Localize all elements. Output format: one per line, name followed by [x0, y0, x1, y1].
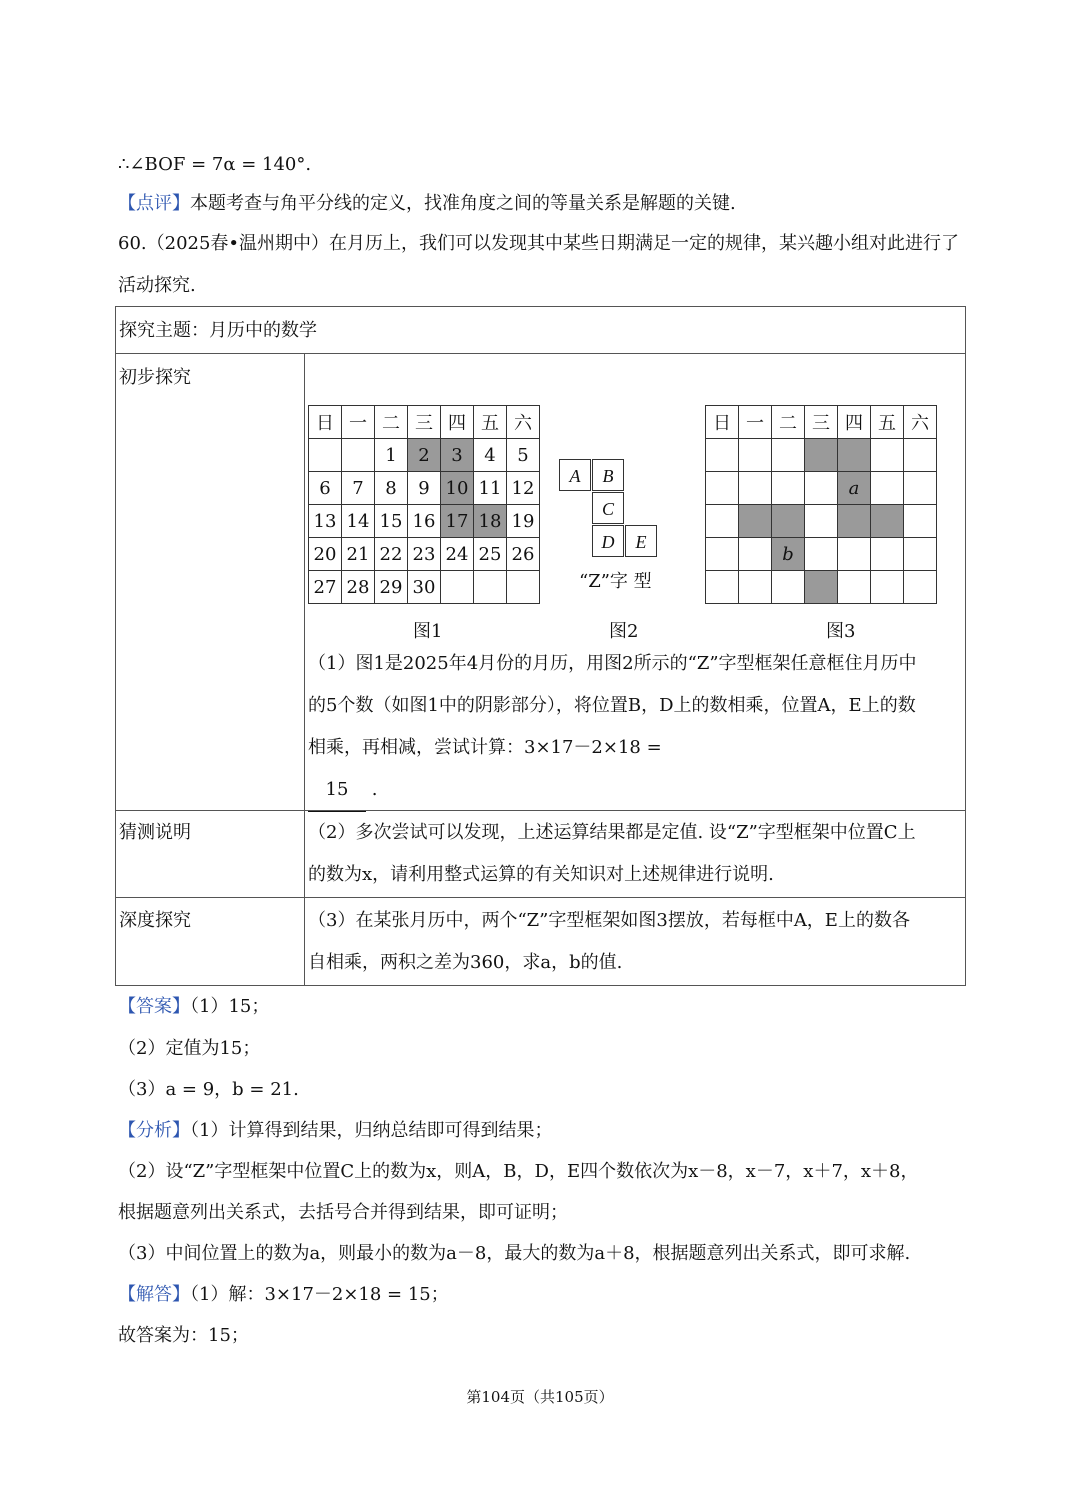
fig1-day-cell: 19: [507, 505, 540, 538]
row-label-deep: 深度探究: [119, 910, 191, 931]
fig3-grid-cell: [739, 571, 772, 604]
fig1-day-cell: 15: [375, 505, 408, 538]
fig3-weekday-1: 一: [739, 406, 772, 439]
fig3-grid-cell: [871, 472, 904, 505]
answer-line-1: [118, 994, 269, 1020]
fig1-weekday-6: 六: [507, 406, 540, 439]
fig1-day-cell: [342, 439, 375, 472]
fig3-grid-cell: [739, 439, 772, 472]
fig1-day-cell: 9: [408, 472, 441, 505]
fig3-grid-cell: [871, 538, 904, 571]
fig3-weekday-4: 四: [838, 406, 871, 439]
fig1-day-cell: [441, 571, 474, 604]
fig3-grid-cell: [904, 472, 937, 505]
fig3-grid-cell: [805, 505, 838, 538]
fig1-day-cell: 28: [342, 571, 375, 604]
fig3-grid-cell: [772, 439, 805, 472]
fig1-day-cell: 16: [408, 505, 441, 538]
fig1-day-cell: 30: [408, 571, 441, 604]
analysis-part-1: （1）计算得到结果，归纳总结即可得到结果；: [190, 1120, 553, 1141]
analysis-line-3: 根据题意列出关系式，去括号合并得到结果，即可证明；: [118, 1202, 568, 1223]
row-label-preliminary: 初步探究: [119, 367, 191, 388]
fig3-grid-cell: [772, 571, 805, 604]
analysis-line-4: （3）中间位置上的数为a，则最小的数为a－8，最大的数为a＋8，根据题意列出关系式，即可求解.: [118, 1243, 911, 1264]
q2-line-2: 的数为x，请利用整式运算的有关知识对上述规律进行说明.: [308, 864, 774, 885]
fig1-day-cell: 8: [375, 472, 408, 505]
fig1-weekday-3: 三: [408, 406, 441, 439]
fig1-day-cell: [474, 571, 507, 604]
analysis-line-1: [118, 1118, 552, 1144]
fig3-grid-cell: [904, 538, 937, 571]
problem-line-2: 活动探究.: [118, 275, 196, 296]
fig1-weekday-0: 日: [309, 406, 342, 439]
fig3-grid-cell: [706, 505, 739, 538]
fig1-day-cell: 11: [474, 472, 507, 505]
fig1-day-cell: [309, 439, 342, 472]
fig1-day-cell: 29: [375, 571, 408, 604]
fig1-day-cell: 12: [507, 472, 540, 505]
exploration-table: [115, 306, 966, 986]
fig1-day-cell: 7: [342, 472, 375, 505]
fig1-day-cell: 17: [441, 505, 474, 538]
fig1-day-cell: 26: [507, 538, 540, 571]
fig3-grid-cell: [904, 571, 937, 604]
fig3-grid-cell: [739, 538, 772, 571]
fig1-weekday-1: 一: [342, 406, 375, 439]
fig1-weekday-4: 四: [441, 406, 474, 439]
fig1-day-cell: 6: [309, 472, 342, 505]
fig3-grid-cell: [838, 505, 871, 538]
fig1-day-cell: 27: [309, 571, 342, 604]
fig3-grid-cell: [805, 571, 838, 604]
fig3-grid-cell: [739, 472, 772, 505]
q1-line-2: 的5个数（如图1中的阴影部分），将位置B，D上的数相乘，位置A，E上的数: [308, 695, 916, 716]
fig3-grid-cell: [871, 571, 904, 604]
fig3-grid-cell: [772, 505, 805, 538]
fig1-day-cell: 22: [375, 538, 408, 571]
fig3-grid-cell: [706, 439, 739, 472]
fig1-day-cell: 21: [342, 538, 375, 571]
fig3-cell-b: b: [772, 538, 805, 571]
figure2-caption: 图2: [609, 621, 639, 642]
analysis-line-2: （2）设“Z”字型框架中位置C上的数为x，则A，B，D，E四个数依次为x－8，x－7，x＋7，x＋8，: [118, 1161, 919, 1182]
answer-part-1: （1）15；: [190, 996, 270, 1017]
fig1-weekday-5: 五: [474, 406, 507, 439]
fig1-day-cell: 5: [507, 439, 540, 472]
fig3-grid-cell: [805, 538, 838, 571]
fig3-grid-cell: [838, 571, 871, 604]
z-cell-c: C: [592, 492, 624, 524]
fig3-grid-cell: [706, 571, 739, 604]
fig3-grid-cell: [871, 505, 904, 538]
fig1-day-cell: 3: [441, 439, 474, 472]
solution-part-1: （1）解：3×17－2×18 = 15；: [190, 1284, 449, 1305]
q1-line-3: 相乘，再相减，尝试计算：3×17－2×18 =: [308, 737, 662, 758]
q3-line-1: （3）在某张月历中，两个“Z”字型框架如图3摆放，若每框中A，E上的数各: [308, 910, 910, 931]
analysis-tag: 【分析】: [118, 1120, 190, 1141]
question-1: [308, 643, 962, 812]
fig3-grid-cell: [706, 538, 739, 571]
figure3-calendar: [705, 405, 937, 604]
fig3-grid-cell: [805, 439, 838, 472]
q1-answer-blank: 15: [308, 769, 366, 812]
figure2-title: “Z”字 型: [579, 571, 652, 592]
fig1-day-cell: 18: [474, 505, 507, 538]
fig3-grid-cell: [904, 505, 937, 538]
answer-line-2: （2）定值为15；: [118, 1038, 261, 1059]
page-footer: 第104页（共105页）: [466, 1388, 614, 1406]
fig3-cell-a: a: [838, 472, 871, 505]
fig3-grid-cell: [805, 472, 838, 505]
fig3-weekday-6: 六: [904, 406, 937, 439]
q2-line-1: （2）多次尝试可以发现，上述运算结果都是定值. 设“Z”字型框架中位置C上: [308, 822, 916, 843]
answer-line-3: （3）a = 9，b = 21.: [118, 1079, 299, 1100]
fig3-grid-cell: [739, 505, 772, 538]
fig1-day-cell: 2: [408, 439, 441, 472]
fig3-grid-cell: [904, 439, 937, 472]
q3-line-2: 自相乘，两积之差为360，求a，b的值.: [308, 952, 623, 973]
solution-tag: 【解答】: [118, 1284, 190, 1305]
fig1-day-cell: 24: [441, 538, 474, 571]
fig1-weekday-2: 二: [375, 406, 408, 439]
problem-line-1: 60.（2025春•温州期中）在月历上，我们可以发现其中某些日期满足一定的规律，某兴趣小组对此进行了: [118, 233, 960, 254]
figure3-caption: 图3: [826, 621, 856, 642]
fig1-day-cell: 20: [309, 538, 342, 571]
solution-line-1: [118, 1282, 449, 1308]
fig1-day-cell: 10: [441, 472, 474, 505]
q1-period: .: [371, 779, 378, 800]
question-3: [308, 900, 962, 984]
fig3-grid-cell: [871, 439, 904, 472]
fig3-grid-cell: [838, 439, 871, 472]
fig1-day-cell: 4: [474, 439, 507, 472]
table-topic: 探究主题：月历中的数学: [119, 320, 317, 341]
fig3-grid-cell: [838, 538, 871, 571]
question-2: [308, 812, 962, 896]
fig3-weekday-5: 五: [871, 406, 904, 439]
fig1-day-cell: 25: [474, 538, 507, 571]
fig1-day-cell: 13: [309, 505, 342, 538]
figure1-caption: 图1: [413, 621, 443, 642]
z-cell-d: D: [592, 525, 624, 557]
comment-tag: 【点评】: [118, 193, 190, 214]
comment-text: 本题考查与角平分线的定义，找准角度之间的等量关系是解题的关键.: [190, 193, 736, 214]
solution-line-2: 故答案为：15；: [118, 1325, 249, 1346]
fig3-weekday-3: 三: [805, 406, 838, 439]
q1-answer-line: [308, 769, 962, 812]
z-cell-b: B: [592, 459, 624, 491]
z-cell-e: E: [625, 525, 657, 557]
fig3-grid-cell: [772, 472, 805, 505]
fig1-day-cell: [507, 571, 540, 604]
comment-line: [118, 191, 736, 217]
fig1-day-cell: 1: [375, 439, 408, 472]
fig1-day-cell: 14: [342, 505, 375, 538]
fig3-grid-cell: [706, 472, 739, 505]
fig3-weekday-2: 二: [772, 406, 805, 439]
q1-line-1: （1）图1是2025年4月份的月历，用图2所示的“Z”字型框架任意框住月历中: [308, 653, 917, 674]
conclusion-line: ∴∠BOF = 7α = 140°.: [118, 154, 312, 175]
fig3-weekday-0: 日: [706, 406, 739, 439]
row-label-conjecture: 猜测说明: [119, 822, 191, 843]
z-cell-a: A: [559, 459, 591, 491]
figure1-calendar: [308, 405, 540, 604]
fig1-day-cell: 23: [408, 538, 441, 571]
answer-tag: 【答案】: [118, 996, 190, 1017]
